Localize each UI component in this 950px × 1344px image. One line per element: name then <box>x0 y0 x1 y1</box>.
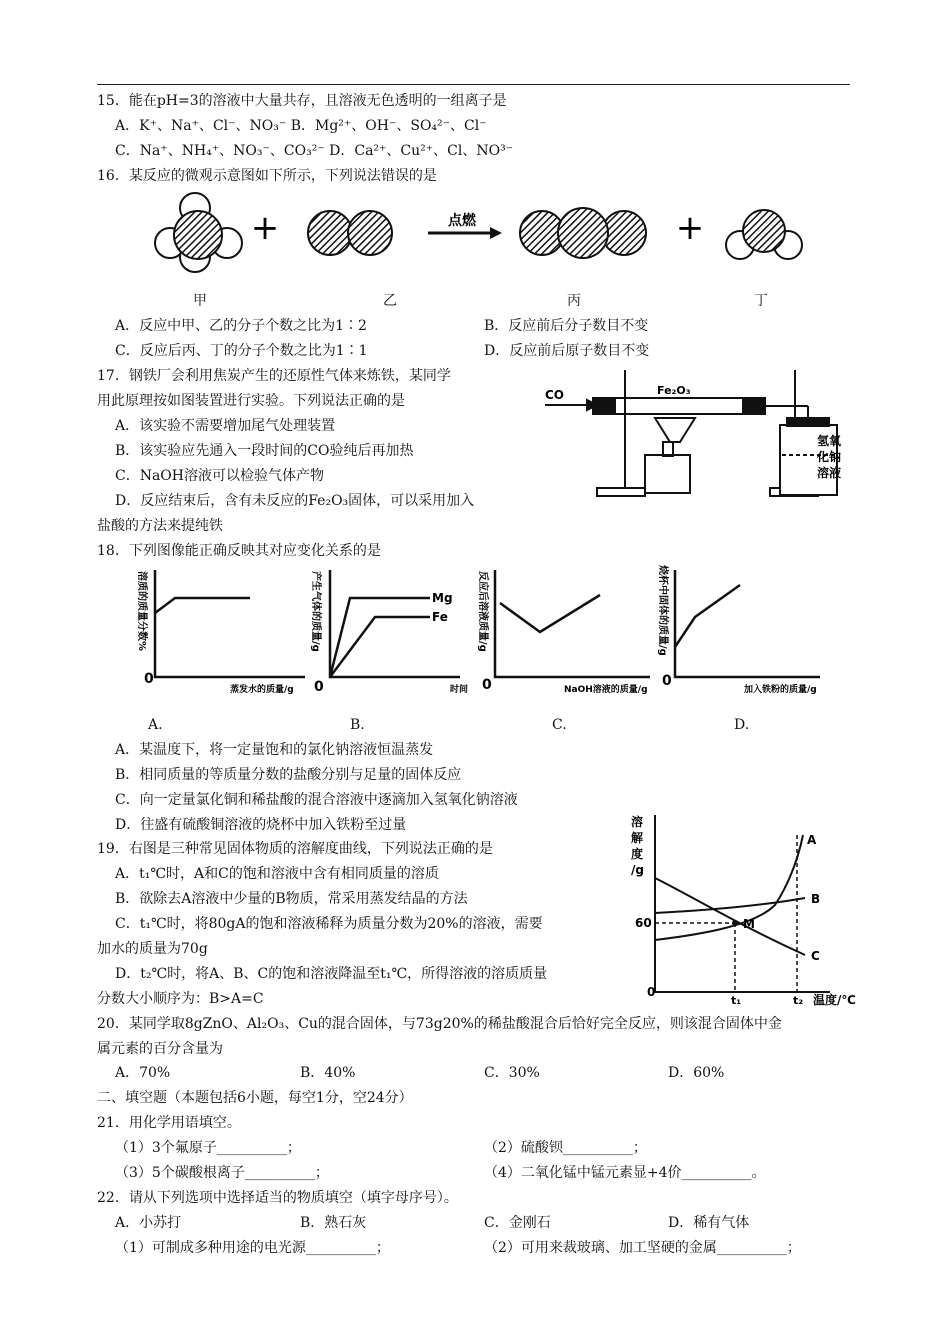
q18-option-d: D．往盛有硫酸铜溶液的烧杯中加入铁粉至过量 <box>115 817 407 833</box>
q21-item-2: （2）硫酸钡__________； <box>484 1140 647 1156</box>
chart-xlabel: 温度/℃ <box>813 993 856 1007</box>
q22-item-1: （1）可制成多种用途的电光源__________； <box>115 1240 390 1256</box>
graph-b-xlabel: 时间 <box>450 685 469 695</box>
q17-option-d: D．反应结束后，含有未反应的Fe₂O₃固体，可以采用加入 <box>115 493 475 509</box>
label-ding: 丁 <box>754 293 768 309</box>
q16-stem: 16．某反应的微观示意图如下所示，下列说法错误的是 <box>97 168 437 184</box>
q17-stem-2: 用此原理按如图装置进行实验。下列说法正确的是 <box>97 393 405 409</box>
q19-option-c: C．t₁℃时，将80gA的饱和溶液稀释为质量分数为20%的溶液，需要 <box>115 916 543 932</box>
q19-option-b: B．欲除去A溶液中少量的B物质，常采用蒸发结晶的方法 <box>115 891 468 907</box>
graph-a-letter: A. <box>148 717 163 733</box>
q18-option-c: C．向一定量氯化铜和稀盐酸的混合溶液中逐滴加入氢氧化钠溶液 <box>115 792 518 808</box>
q21-item-3: （3）5个碳酸根离子__________； <box>115 1165 329 1181</box>
top-rule <box>97 84 850 85</box>
q20-option-d: D．60% <box>668 1065 725 1081</box>
fe2o3-label: Fe₂O₃ <box>657 384 691 397</box>
q17-option-a: A．该实验不需要增加尾气处理装置 <box>115 418 336 434</box>
q22-stem: 22．请从下列选项中选择适当的物质填空（填字母序号）。 <box>97 1190 458 1206</box>
q16-option-a: A．反应中甲、乙的分子个数之比为1∶2 <box>115 318 367 334</box>
graph-d-origin: 0 <box>662 673 672 689</box>
q19-option-d: D．t₂℃时，将A、B、C的饱和溶液降温至t₁℃，所得溶液的溶质质量 <box>115 966 548 982</box>
chart-ylabel-4: /g <box>631 863 644 877</box>
molecule-ding <box>726 210 802 259</box>
q22-option-a: A．小苏打 <box>115 1215 182 1231</box>
curve-b-label: B <box>811 892 821 906</box>
co-label: CO <box>545 388 565 402</box>
graph-c-ylabel: 反应后溶液质量/g <box>477 571 488 652</box>
graph-c-origin: 0 <box>482 677 492 693</box>
chart-y60: 60 <box>635 916 652 930</box>
q18-option-a: A．某温度下，将一定量饱和的氯化钠溶液恒温蒸发 <box>115 742 434 758</box>
q17-stem-1: 17．钢铁厂会利用焦炭产生的还原性气体来炼铁，某同学 <box>97 368 451 384</box>
q19-option-c-cont: 加水的质量为70g <box>97 941 208 957</box>
graph-c-letter: C. <box>552 717 567 733</box>
arrow-label: 点燃 <box>448 213 476 229</box>
naoh-label-2: 化钠 <box>817 450 842 464</box>
q20-option-a: A．70% <box>115 1065 171 1081</box>
q19-option-a: A．t₁℃时，A和C的饱和溶液中含有相同质量的溶质 <box>115 866 439 882</box>
q17-apparatus-figure <box>545 360 855 500</box>
q15-stem: 15．能在pH=3的溶液中大量共存，且溶液无色透明的一组离子是 <box>97 93 507 109</box>
section-2-heading: 二、填空题（本题包括6小题，每空1分，空24分） <box>97 1090 413 1106</box>
curve-c <box>655 878 805 955</box>
label-yi: 乙 <box>383 293 397 309</box>
q16-reaction-diagram <box>140 195 860 285</box>
chart-ylabel-3: 度 <box>631 847 644 861</box>
graph-d-ylabel: 烧杯中固体的质量/g <box>657 565 668 656</box>
q18-option-b: B．相同质量的等质量分数的盐酸分别与足量的固体反应 <box>115 767 462 783</box>
chart-t1: t₁ <box>731 994 742 1007</box>
q15-options-row1: A．K⁺、Na⁺、Cl⁻、NO₃⁻ B．Mg²⁺、OH⁻、SO₄²⁻、Cl⁻ <box>115 118 487 134</box>
molecule-jia <box>155 193 242 272</box>
q19-stem: 19．右图是三种常见固体物质的溶解度曲线，下列说法正确的是 <box>97 841 493 857</box>
q17-option-b: B．该实验应先通入一段时间的CO验纯后再加热 <box>115 443 414 459</box>
q18-graphs <box>130 565 890 705</box>
molecule-bing <box>520 208 646 258</box>
q22-option-d: D．稀有气体 <box>668 1215 750 1231</box>
chart-t2: t₂ <box>793 994 804 1007</box>
chart-origin: 0 <box>647 985 656 999</box>
q16-option-b: B．反应前后分子数目不变 <box>484 318 649 334</box>
svg-text:+: + <box>675 208 705 248</box>
graph-a-xlabel: 蒸发水的质量/g <box>230 685 294 695</box>
curve-b <box>655 898 805 913</box>
q20-option-c: C．30% <box>484 1065 540 1081</box>
q16-option-c: C．反应后丙、丁的分子个数之比为1∶1 <box>115 343 368 359</box>
q20-stem-2: 属元素的百分含量为 <box>97 1041 223 1057</box>
curve-c-label: C <box>811 949 820 963</box>
label-jia: 甲 <box>193 293 207 309</box>
chart-ylabel-2: 解 <box>631 831 644 845</box>
graph-a-origin: 0 <box>144 671 154 687</box>
curve-a-label: A <box>807 833 817 847</box>
q21-item-1: （1）3个氟原子__________； <box>115 1140 301 1156</box>
chart-ylabel-1: 溶 <box>631 815 644 829</box>
reaction-arrow <box>428 212 502 239</box>
q17-option-d-cont: 盐酸的方法来提纯铁 <box>97 518 223 534</box>
svg-text:+: + <box>250 208 280 248</box>
molecule-yi <box>308 211 392 255</box>
q19-solubility-chart <box>625 810 865 1005</box>
q15-options-row2: C．Na⁺、NH₄⁺、NO₃⁻、CO₃²⁻ D．Ca²⁺、Cu²⁺、Cl、NO³⁻ <box>115 143 514 159</box>
label-bing: 丙 <box>567 293 581 309</box>
q22-item-2: （2）可用来裁玻璃、加工坚硬的金属__________； <box>484 1240 801 1256</box>
naoh-label-3: 溶液 <box>817 466 842 480</box>
graph-b-letter: B. <box>350 717 365 733</box>
graph-d-letter: D. <box>734 717 750 733</box>
curve-a <box>655 835 803 940</box>
point-m-label: M <box>743 917 755 931</box>
q16-option-d: D．反应前后原子数目不变 <box>484 343 650 359</box>
graph-d-xlabel: 加入铁粉的质量/g <box>744 685 817 695</box>
q22-option-b: B．熟石灰 <box>300 1215 367 1231</box>
naoh-label-1: 氢氧 <box>817 434 842 448</box>
q21-item-4: （4）二氧化锰中锰元素显+4价__________。 <box>484 1165 766 1181</box>
graph-a-ylabel: 溶质的质量分数% <box>136 571 147 652</box>
graph-b-ylabel: 产生气体的质量/g <box>310 571 321 652</box>
graph-b-series-mg: Mg <box>432 591 453 605</box>
graph-c-xlabel: NaOH溶液的质量/g <box>564 685 648 695</box>
q20-option-b: B．40% <box>300 1065 356 1081</box>
q17-option-c: C．NaOH溶液可以检验气体产物 <box>115 468 324 484</box>
q21-stem: 21．用化学用语填空。 <box>97 1115 241 1131</box>
q22-option-c: C．金刚石 <box>484 1215 551 1231</box>
point-m <box>732 920 738 926</box>
q18-stem: 18．下列图像能正确反映其对应变化关系的是 <box>97 543 381 559</box>
graph-b-series-fe: Fe <box>432 610 448 624</box>
q19-option-d-cont: 分数大小顺序为：B>A=C <box>97 991 264 1007</box>
graph-b-origin: 0 <box>314 679 324 695</box>
q20-stem-1: 20．某同学取8gZnO、Al₂O₃、Cu的混合固体，与73g20%的稀盐酸混合后恰好完全反应，则该混合固体中金 <box>97 1016 782 1032</box>
